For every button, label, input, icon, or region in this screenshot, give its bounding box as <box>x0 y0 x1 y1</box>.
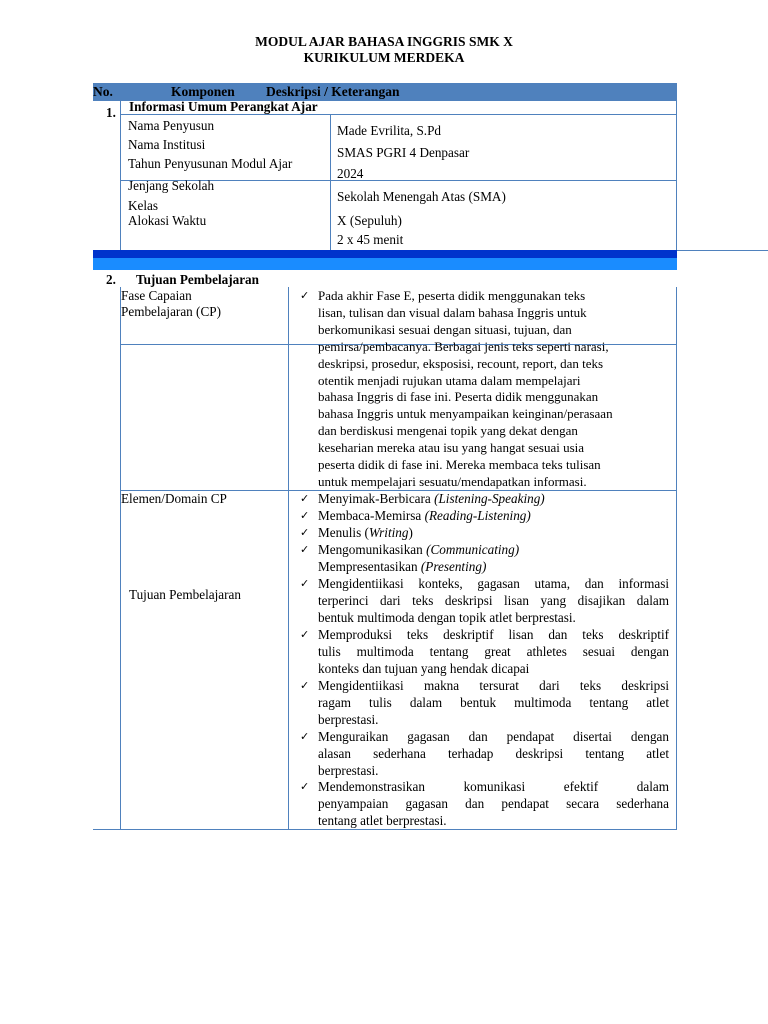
label-nama-institusi: Nama Institusi <box>128 137 206 152</box>
cp-text-line: bahasa Inggris untuk menyampaikan keinginan/perasaan <box>318 406 613 422</box>
tujuan-item-line: Menguraikan gagasan dan pendapat disertai dengan <box>318 729 669 744</box>
cp-text-line: pemirsa/pembacanya. Berbagai jenis teks seperti narasi, <box>318 338 609 354</box>
tujuan-item-line: konteks dan tujuan yang hendak dicapai <box>318 660 530 676</box>
sec2-mid-border <box>288 287 289 830</box>
tujuan-item-line: Memproduksi teks deskriptif lisan dan teks deskriptif <box>318 627 669 642</box>
tujuan-item-line: penyampaian gagasan dan pendapat secara sederhana <box>318 795 669 811</box>
check-icon: ✓ <box>300 543 310 556</box>
cp-text-line: Pada akhir Fase E, peserta didik menggunakan teks <box>318 288 586 303</box>
elemen-item-presenting: Mempresentasikan (Presenting) <box>318 559 487 574</box>
sec2-left-border <box>120 287 121 830</box>
sec1-mid-border <box>330 114 331 258</box>
elemen-item: Membaca-Memirsa (Reading-Listening) <box>318 508 531 523</box>
separator-extension-line <box>677 250 768 251</box>
separator-band-light <box>93 258 677 270</box>
label-kelas: Kelas <box>128 198 159 213</box>
tujuan-item-line: Mengidentiikasi konteks, gagasan utama, dan informasi <box>318 576 669 591</box>
check-icon: ✓ <box>300 289 310 302</box>
header-no: No. <box>93 84 113 99</box>
check-icon: ✓ <box>300 628 310 641</box>
cp-text-line: untuk mempelajari sesuatu/mendapatkan informasi. <box>318 473 587 489</box>
label-alokasi-waktu: Alokasi Waktu <box>128 213 207 228</box>
cp-text-line: dan berdiskusi mengenai topik yang dekat dengan <box>318 423 578 439</box>
value-jenjang: Sekolah Menengah Atas (SMA) <box>337 189 506 204</box>
elemen-item: Mengomunikasikan (Communicating) <box>318 542 520 557</box>
section2-number: 2. <box>106 272 116 287</box>
value-kelas: X (Sepuluh) <box>337 213 402 228</box>
header-deskripsi: Deskripsi / Keterangan <box>266 84 400 99</box>
tujuan-item-line: alasan sederhana terhadap deskripsi tentang atlet <box>318 745 669 761</box>
value-alokasi: 2 x 45 menit <box>337 232 404 247</box>
cp-text-line: otentik menjadi rujukan utama dalam mempelajari <box>318 372 581 388</box>
tujuan-item-line: tulis multimoda tentang great athletes sesuai dengan <box>318 643 669 659</box>
section1-title: Informasi Umum Perangkat Ajar <box>129 99 318 114</box>
check-icon: ✓ <box>300 780 310 793</box>
check-icon: ✓ <box>300 509 310 522</box>
cp-text-line: berkomunikasi sesuai dengan situasi, tujuan, dan <box>318 321 572 337</box>
tujuan-item-line: tentang atlet berprestasi. <box>318 812 447 828</box>
value-tahun: 2024 <box>337 166 364 181</box>
label-nama-penyusun: Nama Penyusun <box>128 118 215 133</box>
tujuan-item-line: Mendemonstrasikan komunikasi efektif dalam <box>318 779 669 794</box>
section1-number: 1. <box>106 105 116 120</box>
tujuan-item-line: berprestasi. <box>318 762 379 778</box>
sec1-right-border <box>676 101 677 258</box>
elemen-item: Menulis (Writing) <box>318 525 413 540</box>
elemen-label: Elemen/Domain CP <box>121 491 227 506</box>
label-tahun-penyusunan: Tahun Penyusunan Modul Ajar <box>128 156 293 171</box>
label-jenjang-sekolah: Jenjang Sekolah <box>128 178 215 193</box>
tujuan-item-line: Mengidentiikasi makna tersurat dari teks deskripsi <box>318 678 669 693</box>
table-bottom-border <box>93 829 677 830</box>
cp-label-line2: Pembelajaran (CP) <box>121 304 221 319</box>
check-icon: ✓ <box>300 526 310 539</box>
value-nama-institusi: SMAS PGRI 4 Denpasar <box>337 145 470 160</box>
cp-text-line: keseharian mereka atau isu yang hangat sesuai usia <box>318 440 585 456</box>
cp-text-line: peserta didik di fase ini. Mereka membaca teks tulisan <box>318 457 601 473</box>
cp-text-line: lisan, tulisan dan visual dalam bahasa Inggris untuk <box>318 304 587 320</box>
tujuan-label: Tujuan Pembelajaran <box>129 587 241 602</box>
document-title-line2: KURIKULUM MERDEKA <box>303 50 465 65</box>
check-icon: ✓ <box>300 577 310 590</box>
cp-description <box>318 288 670 491</box>
header-komponen: Komponen <box>171 84 235 99</box>
cp-label-line1: Fase Capaian <box>121 288 192 303</box>
tujuan-item-line: bentuk multimoda dengan topik atlet berprestasi. <box>318 609 576 625</box>
tujuan-item-line: berprestasi. <box>318 711 379 727</box>
document-title-line1: MODUL AJAR BAHASA INGGRIS SMK X <box>255 34 513 49</box>
cp-text-line: bahasa Inggris di fase ini. Peserta didik menggunakan <box>318 389 599 405</box>
elemen-item: Menyimak-Berbicara (Listening-Speaking) <box>318 491 545 506</box>
value-nama-penyusun: Made Evrilita, S.Pd <box>337 123 442 138</box>
sec2-right-border <box>676 287 677 830</box>
check-icon: ✓ <box>300 679 310 692</box>
tujuan-item-line: ragam tulis dalam bentuk multimoda tentang atlet <box>318 694 669 710</box>
section2-title: Tujuan Pembelajaran <box>136 272 259 287</box>
separator-band-dark <box>93 250 677 258</box>
tujuan-item-line: terperinci dari teks deskripsi lisan yang disajikan dalam <box>318 592 669 608</box>
check-icon: ✓ <box>300 730 310 743</box>
check-icon: ✓ <box>300 492 310 505</box>
cp-text-line: deskripsi, prosedur, eksposisi, recount, report, dan teks <box>318 355 604 371</box>
